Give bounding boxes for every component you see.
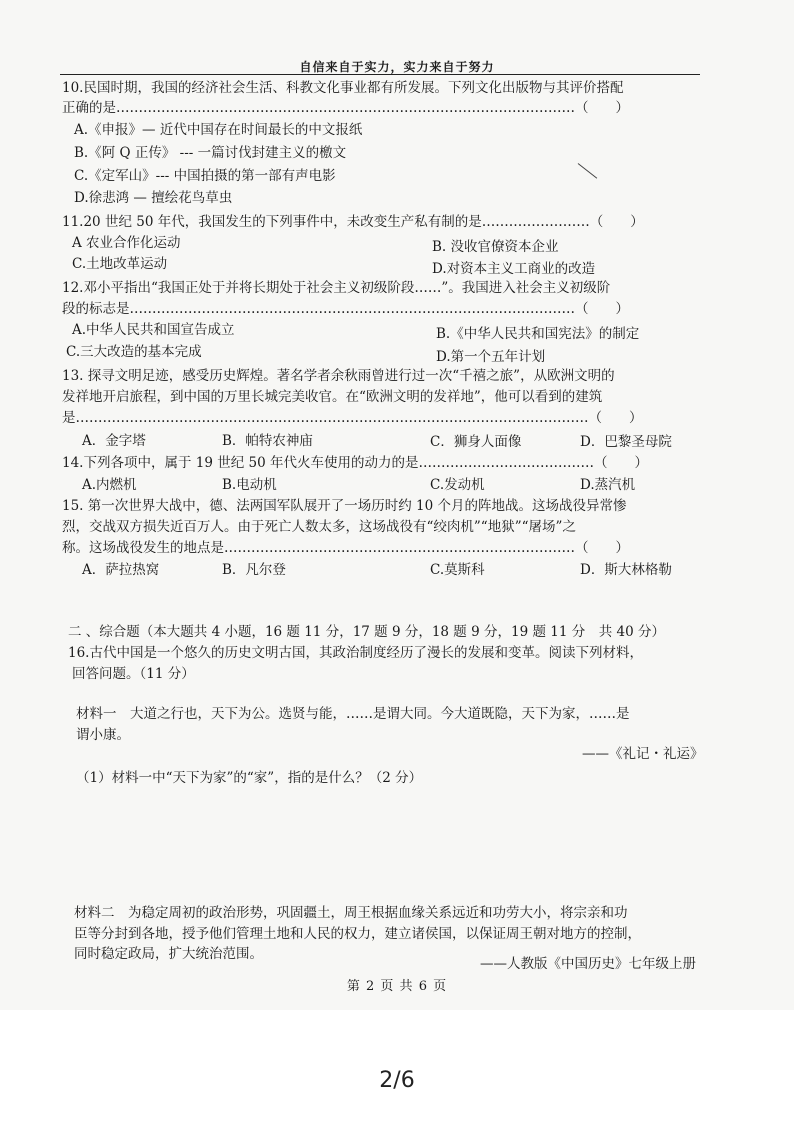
q14-option-a: A.内燃机	[82, 477, 137, 493]
q12-stem-line2: 段的标志是………………………………………………………………………………………（ ）	[62, 301, 629, 317]
q13-option-b: B．帕特农神庙	[222, 433, 313, 449]
q15-stem-line2: 烈，交战双方损失近百万人。由于死亡人数太多，这场战役有“绞肉机”“地狱”“屠场”之	[62, 519, 576, 535]
q16-stem-line2: 回答问题。（11 分）	[72, 666, 195, 682]
q10-stem-line2: 正确的是…………………………………………………………………………………………（ ）	[62, 100, 629, 116]
q12-option-a: A.中华人民共和国宣告成立	[72, 322, 235, 338]
q13-option-d: D．巴黎圣母院	[580, 434, 672, 450]
q14-option-d: D.蒸汽机	[580, 477, 636, 493]
q13-option-a: A．金字塔	[82, 433, 146, 449]
q15-option-a: A．萨拉热窝	[82, 562, 160, 578]
material1-line2: 谓小康。	[76, 727, 130, 743]
material2-line2: 臣等分封到各地，授予他们管理土地和人民的权力，建立诸侯国，以保证周王朝对地方的控制，	[74, 926, 641, 942]
page-indicator: 2/6	[379, 1068, 415, 1093]
q16-stem-line1: 16.古代中国是一个悠久的历史文明古国，其政治制度经历了漫长的发展和变革。阅读下列材料，	[68, 645, 643, 661]
q12-option-b: B.《中华人民共和国宪法》的制定	[436, 326, 640, 342]
material2-line3: 同时稳定政局，扩大统治范围。	[74, 946, 263, 962]
q12-stem-line1: 12.邓小平指出“我国正处于并将长期处于社会主义初级阶段……”。我国进入社会主义初级阶	[62, 280, 611, 296]
page-footer: 第 2 页 共 6 页	[346, 979, 448, 994]
q10-option-b: B.《阿 Q 正传》 --- 一篇讨伐封建主义的檄文	[74, 145, 347, 161]
material1-source: ——《礼记・礼运》	[582, 746, 704, 762]
q14-stem: 14.下列各项中，属于 19 世纪 50 年代火车使用的动力的是…………………………………（ ）	[62, 455, 648, 471]
material2-source: ——人教版《中国历史》七年级上册	[480, 956, 696, 972]
q15-stem-line3: 称。这场战役发生的地点是……………………………………………………………………（ ）	[62, 540, 629, 556]
q12-option-d: D.第一个五年计划	[436, 349, 546, 365]
q13-stem-line2: 发祥地开启旅程，到中国的万里长城完美收官。在“欧洲文明的发祥地”，他可以看到的建筑	[62, 389, 603, 405]
q10-option-d: D.徐悲鸿 — 擅绘花鸟草虫	[74, 190, 233, 206]
q11-option-a: A 农业合作化运动	[72, 235, 181, 251]
q13-stem-line1: 13. 探寻文明足迹，感受历史辉煌。著名学者余秋雨曾进行过一次“千禧之旅”，从欧洲文明的	[62, 368, 615, 384]
q13-stem-line3: 是……………………………………………………………………………………………………（ ）	[62, 410, 643, 426]
material1-question1: （1）材料一中“天下为家”的“家”，指的是什么？（2 分）	[76, 770, 423, 786]
q12-option-c: C.三大改造的基本完成	[66, 344, 202, 360]
q10-option-c: C.《定军山》--- 中国拍摄的第一部有声电影	[74, 168, 336, 184]
q11-option-b: B. 没收官僚资本企业	[432, 239, 559, 255]
q11-stem: 11.20 世纪 50 年代，我国发生的下列事件中，未改变生产私有制的是……………………（ ）	[62, 214, 644, 230]
q13-option-c: C．狮身人面像	[430, 434, 522, 450]
q11-option-d: D.对资本主义工商业的改造	[432, 261, 596, 277]
header-motto: 自信来自于实力，实力来自于努力	[299, 60, 495, 74]
header-rule	[60, 74, 700, 75]
q15-stem-line1: 15. 第一次世界大战中，德、法两国军队展开了一场历时约 10 个月的阵地战。这场战役异常惨	[62, 498, 627, 514]
q10-stem-line1: 10.民国时期，我国的经济社会生活、科教文化事业都有所发展。下列文化出版物与其评价搭配	[62, 80, 624, 96]
material2-line1: 材料二 为稳定周初的政治形势，巩固疆土，周王根据血缘关系远近和功劳大小，将宗亲和功	[74, 905, 628, 921]
pen-stroke-mark	[578, 163, 598, 179]
material1-line1: 材料一 大道之行也，天下为公。选贤与能，……是谓大同。今大道既隐，天下为家，……是	[76, 706, 630, 722]
q14-option-b: B.电动机	[222, 477, 277, 493]
q11-option-c: C.土地改革运动	[72, 256, 168, 272]
q15-option-b: B．凡尔登	[222, 562, 286, 578]
q15-option-c: C.莫斯科	[430, 562, 485, 578]
q15-option-d: D．斯大林格勒	[580, 562, 672, 578]
q14-option-c: C.发动机	[430, 477, 485, 493]
section2-title: 二 、综合题（本大题共 4 小题，16 题 11 分，17 题 9 分，18 题 9 分，19 题 11 分 共 40 分）	[68, 624, 665, 640]
q10-option-a: A.《申报》— 近代中国存在时间最长的中文报纸	[74, 122, 363, 138]
